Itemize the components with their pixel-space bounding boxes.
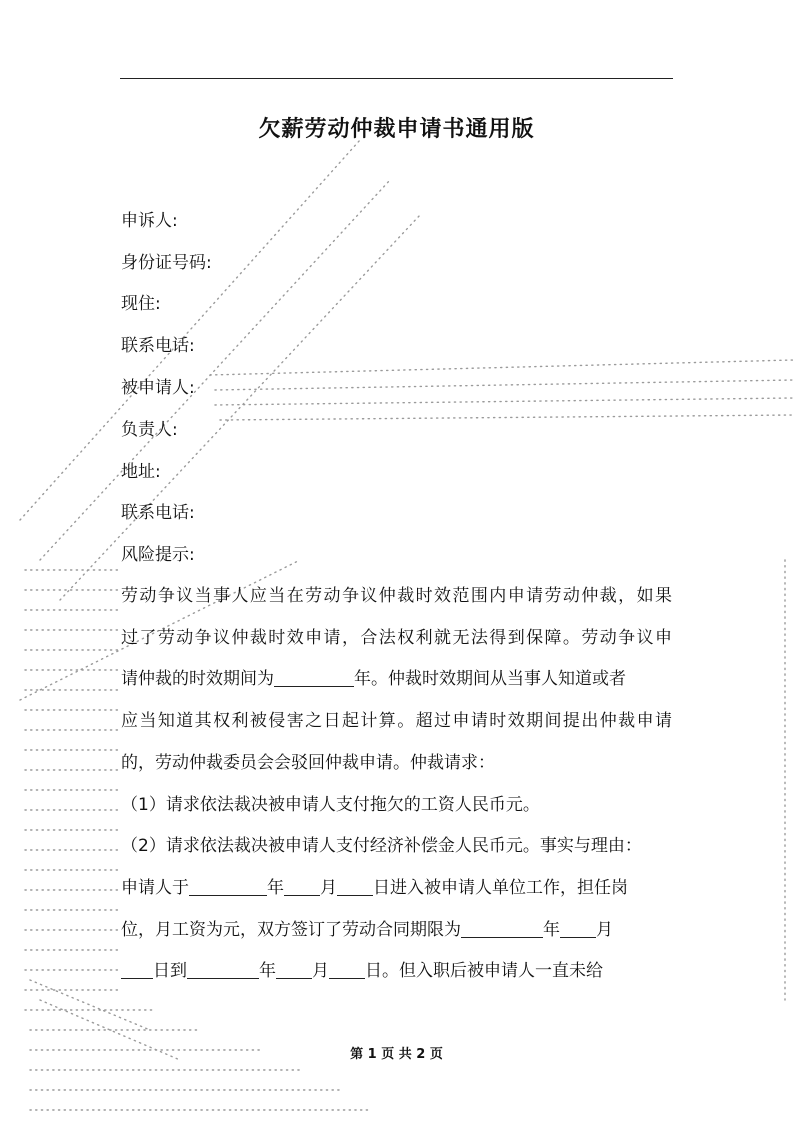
paragraph-line-8	[121, 876, 672, 900]
paragraph-line-2: 过了劳动争议仲裁时效申请，合法权利就无法得到保障。劳动争议申	[121, 628, 672, 648]
line-8-text-a: 申请人于	[121, 878, 189, 898]
field-risk-notice-label: 风险提示:	[121, 545, 195, 565]
field-residence-label: 现住:	[121, 294, 161, 314]
paragraph-line-5: 的，劳动仲裁委员会会驳回仲裁申请。仲裁请求：	[121, 753, 495, 773]
paragraph-line-9	[121, 918, 672, 942]
blank-contract-end-month	[276, 960, 312, 979]
line-3-text-b: 年。仲裁时效期间从当事人知道或者	[354, 669, 626, 689]
blank-entry-day	[337, 877, 373, 896]
line-10-text-a: 日到	[153, 961, 187, 981]
line-9-text-b: 年	[543, 920, 560, 940]
field-phone-label: 联系电话:	[121, 336, 195, 356]
paragraph-line-4: 应当知道其权利被侵害之日起计算。超过申请时效期间提出仲裁申请	[121, 711, 672, 731]
field-responsible-person-label: 负责人:	[121, 420, 178, 440]
line-8-text-b: 年	[267, 878, 284, 898]
header-rule	[120, 78, 673, 79]
field-id-number-label: 身份证号码:	[121, 253, 212, 273]
field-complainant-label: 申诉人:	[121, 211, 178, 231]
field-address-label: 地址:	[121, 462, 161, 482]
blank-contract-start-month	[560, 919, 596, 938]
blank-contract-end-year	[187, 960, 259, 979]
claim-item-2: （2）请求依法裁决被申请人支付经济补偿金人民币元。事实与理由：	[121, 836, 642, 856]
line-10-text-b: 年	[259, 961, 276, 981]
claim-item-1: （1）请求依法裁决被申请人支付拖欠的工资人民币元。	[121, 795, 540, 815]
document-title: 欠薪劳动仲裁申请书通用版	[258, 117, 535, 142]
paragraph-line-1: 劳动争议当事人应当在劳动争议仲裁时效范围内申请劳动仲裁，如果	[121, 586, 672, 606]
line-10-text-d: 日。但入职后被申请人一直未给	[365, 961, 603, 981]
line-10-text-c: 月	[312, 961, 329, 981]
blank-entry-month	[284, 877, 320, 896]
blank-contract-start-year	[461, 919, 543, 938]
blank-years	[274, 668, 354, 687]
paragraph-line-3	[121, 667, 672, 691]
blank-contract-start-day	[121, 960, 153, 979]
blank-entry-year	[189, 877, 267, 896]
field-respondent-label: 被申请人:	[121, 378, 195, 398]
blank-contract-end-day	[329, 960, 365, 979]
line-8-text-c: 月	[320, 878, 337, 898]
line-9-text-c: 月	[596, 920, 613, 940]
field-respondent-phone-label: 联系电话:	[121, 503, 195, 523]
paragraph-line-10	[121, 959, 672, 983]
page-number-footer: 第 1 页 共 2 页	[350, 1047, 443, 1062]
line-8-text-d: 日进入被申请人单位工作，担任岗	[373, 878, 628, 898]
line-3-text-a: 请仲裁的时效期间为	[121, 669, 274, 689]
line-9-text-a: 位，月工资为元，双方签订了劳动合同期限为	[121, 920, 461, 940]
